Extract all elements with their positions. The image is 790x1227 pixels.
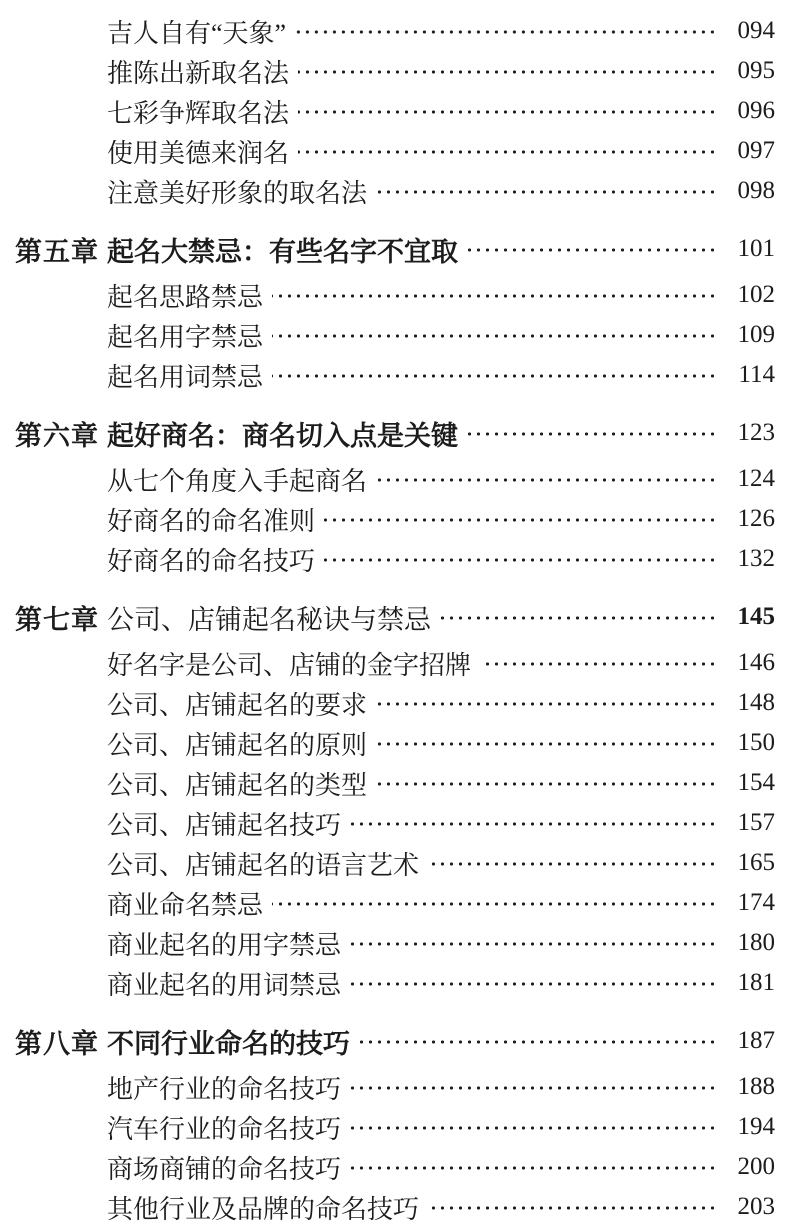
toc-sub-row (15, 1107, 775, 1147)
dot-leader (376, 702, 717, 706)
toc-sub-row (15, 683, 775, 723)
dot-leader (350, 1126, 717, 1130)
entry-title: 使用美德来润名 (107, 138, 290, 168)
toc-sub-row (15, 963, 775, 1003)
dot-leader (376, 478, 717, 482)
toc-sub-row (15, 1147, 775, 1187)
entry-title: 好商名的命名准则 (107, 506, 316, 536)
toc-sub-row (15, 171, 775, 211)
entry-title: 其他行业及品牌的命名技巧 (107, 1194, 420, 1224)
page-number: 187 (737, 1027, 775, 1054)
toc-sub-row (15, 11, 775, 51)
dot-leader (350, 822, 717, 826)
dot-leader (350, 942, 717, 946)
toc-sub-row (15, 355, 775, 395)
page-number: 174 (737, 889, 775, 916)
entry-title: 汽车行业的命名技巧 (107, 1114, 342, 1144)
dot-leader (272, 294, 717, 298)
dot-leader (298, 70, 717, 74)
toc-sub-row (15, 643, 775, 683)
entry-title: 起名用字禁忌 (107, 322, 264, 352)
entry-title: 公司、店铺起名的类型 (107, 770, 368, 800)
toc-sub-row (15, 803, 775, 843)
dot-leader (298, 110, 717, 114)
page-number: 203 (737, 1193, 775, 1220)
page-number: 194 (737, 1113, 775, 1140)
chapter-number-label: 第六章 (15, 420, 99, 451)
entry-title: 吉人自有“天象” (107, 18, 287, 48)
toc-sub-row (15, 1187, 775, 1227)
page-number: 146 (737, 649, 775, 676)
toc-sub-row (15, 51, 775, 91)
entry-title: 起好商名：商名切入点是关键 (107, 420, 458, 451)
dot-leader (376, 190, 717, 194)
chapter-number-label: 第七章 (15, 604, 99, 635)
toc-sub-row (15, 315, 775, 355)
chapter-number-label: 第八章 (15, 1028, 99, 1059)
entry-title: 公司、店铺起名的原则 (107, 730, 368, 760)
toc-list (15, 11, 775, 1227)
entry-title: 公司、店铺起名秘诀与禁忌 (107, 604, 431, 635)
toc-sub-row (15, 723, 775, 763)
page-number: 165 (737, 849, 775, 876)
dot-leader (467, 248, 717, 252)
toc-sub-row (15, 1067, 775, 1107)
dot-leader (272, 902, 717, 906)
toc-chapter-row (15, 597, 775, 637)
entry-title: 起名用词禁忌 (107, 362, 264, 392)
entry-title: 商业起名的用字禁忌 (107, 930, 342, 960)
entry-title: 公司、店铺起名技巧 (107, 810, 342, 840)
dot-leader (295, 30, 717, 34)
page-number: 096 (737, 97, 775, 124)
entry-title: 好名字是公司、店铺的金字招牌 (107, 650, 472, 680)
entry-title: 公司、店铺起名的要求 (107, 690, 368, 720)
dot-leader (480, 662, 717, 666)
toc-sub-row (15, 459, 775, 499)
page-number: 102 (737, 281, 775, 308)
dot-leader (428, 862, 717, 866)
page-number: 157 (737, 809, 775, 836)
dot-leader (428, 1206, 717, 1210)
entry-title: 从七个角度入手起商名 (107, 466, 368, 496)
entry-title: 商业命名禁忌 (107, 890, 264, 920)
page-number: 123 (737, 419, 775, 446)
toc-chapter-row (15, 413, 775, 453)
page-number: 097 (737, 137, 775, 164)
entry-title: 商业起名的用词禁忌 (107, 970, 342, 1000)
page-number: 095 (737, 57, 775, 84)
dot-leader (376, 782, 717, 786)
page-number: 154 (737, 769, 775, 796)
page-number: 132 (737, 545, 775, 572)
entry-title: 不同行业命名的技巧 (107, 1028, 350, 1059)
dot-leader (272, 374, 717, 378)
dot-leader (350, 1086, 717, 1090)
entry-title: 起名思路禁忌 (107, 282, 264, 312)
toc-sub-row (15, 883, 775, 923)
toc-sub-row (15, 843, 775, 883)
dot-leader (324, 558, 717, 562)
dot-leader (272, 334, 717, 338)
entry-title: 商场商铺的命名技巧 (107, 1154, 342, 1184)
toc-sub-row (15, 499, 775, 539)
page-number: 148 (737, 689, 775, 716)
entry-title: 注意美好形象的取名法 (107, 178, 368, 208)
page-number: 124 (737, 465, 775, 492)
page-number: 180 (737, 929, 775, 956)
dot-leader (298, 150, 717, 154)
dot-leader (359, 1040, 717, 1044)
page-number: 114 (738, 361, 775, 388)
dot-leader (467, 432, 717, 436)
page-number: 094 (737, 17, 775, 44)
toc-sub-row (15, 275, 775, 315)
dot-leader (350, 982, 717, 986)
page-number: 098 (737, 177, 775, 204)
entry-title: 好商名的命名技巧 (107, 546, 316, 576)
page-number: 188 (737, 1073, 775, 1100)
dot-leader (350, 1166, 717, 1170)
entry-title: 地产行业的命名技巧 (107, 1074, 342, 1104)
page-number: 109 (737, 321, 775, 348)
entry-title: 起名大禁忌：有些名字不宜取 (107, 236, 458, 267)
toc-chapter-row (15, 229, 775, 269)
page-number: 145 (737, 603, 775, 630)
entry-title: 七彩争辉取名法 (107, 98, 290, 128)
chapter-number-label: 第五章 (15, 236, 99, 267)
page-number: 150 (737, 729, 775, 756)
page-number: 101 (737, 235, 775, 262)
toc-sub-row (15, 763, 775, 803)
toc-sub-row (15, 923, 775, 963)
dot-leader (324, 518, 717, 522)
page-number: 200 (737, 1153, 775, 1180)
entry-title: 推陈出新取名法 (107, 58, 290, 88)
toc-sub-row (15, 91, 775, 131)
entry-title: 公司、店铺起名的语言艺术 (107, 850, 420, 880)
page-number: 126 (737, 505, 775, 532)
dot-leader (440, 616, 717, 620)
toc-chapter-row (15, 1021, 775, 1061)
toc-sub-row (15, 539, 775, 579)
page-number: 181 (737, 969, 775, 996)
dot-leader (376, 742, 717, 746)
toc-sub-row (15, 131, 775, 171)
